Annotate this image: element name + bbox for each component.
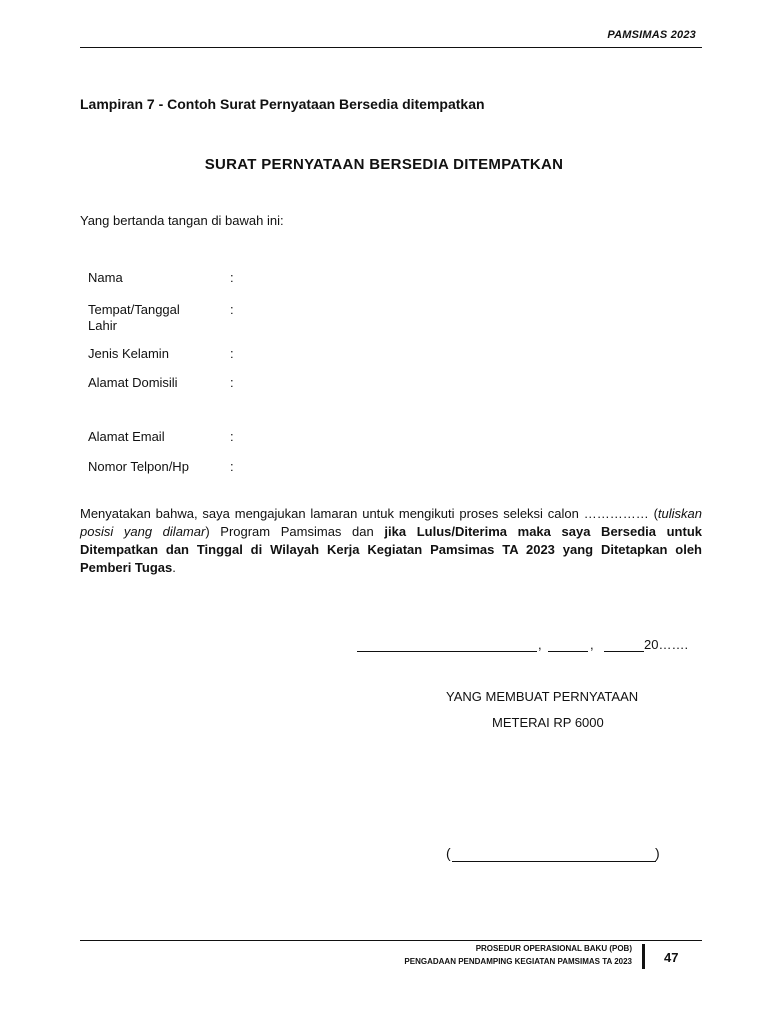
signature-open-paren: ( [446,845,451,861]
field-colon: : [230,459,234,474]
appendix-heading: Lampiran 7 - Contoh Surat Pernyataan Bersedia ditempatkan [80,96,485,112]
field-colon: : [230,346,234,361]
footer-line-2: PENGADAAN PENDAMPING KEGIATAN PAMSIMAS TA 2023 [404,957,632,966]
footer-line-1: PROSEDUR OPERASIONAL BAKU (POB) [475,944,632,953]
field-colon: : [230,429,234,444]
field-label-tempat-tanggal-lahir: Tempat/Tanggal Lahir [88,302,180,333]
page-number: 47 [664,950,679,965]
field-label-alamat-domisili: Alamat Domisili [88,375,178,390]
statement-open-paren: ( [653,506,658,521]
month-line [604,651,644,652]
footer-divider [642,944,645,969]
field-label-alamat-email: Alamat Email [88,429,165,444]
field-colon: : [230,375,234,390]
field-label-jenis-kelamin: Jenis Kelamin [88,346,169,361]
signature-close-paren: ) [655,845,660,861]
field-label-nama: Nama [88,270,123,285]
place-line [357,651,537,652]
running-header: PAMSIMAS 2023 [607,29,696,41]
statement-paragraph [80,505,702,577]
statement-text: Menyatakan bahwa, saya mengajukan lamaran untuk mengikuti proses seleksi calon …………… [80,506,649,521]
header-rule [80,47,702,48]
date-comma: , [590,637,594,652]
field-label-nomor-telpon: Nomor Telpon/Hp [88,459,189,474]
intro-text: Yang bertanda tangan di bawah ini: [80,213,284,228]
day-line [548,651,588,652]
statement-period: . [172,560,176,575]
statement-program: ) Program Pamsimas dan [205,524,385,539]
field-colon: : [230,302,234,317]
statement-commitment: jika Lulus/Diterima maka saya Bersedia untuk Ditempatkan dan Tinggal di Wilayah Kerja Kegiatan Pamsimas TA 2023 yang Ditetapkan oleh Pemberi Tugas [80,524,702,575]
signatory-role: YANG MEMBUAT PERNYATAAN [446,689,639,704]
footer-rule [80,940,702,941]
statement-position-hint: tuliskan posisi yang dilamar [80,506,702,539]
signature-line [452,861,656,862]
field-colon: : [230,270,234,285]
year-prefix: 20……. [644,637,689,652]
document-title: SURAT PERNYATAAN BERSEDIA DITEMPATKAN [204,156,564,173]
date-comma: , [538,637,542,652]
stamp-note: METERAI RP 6000 [492,715,604,730]
